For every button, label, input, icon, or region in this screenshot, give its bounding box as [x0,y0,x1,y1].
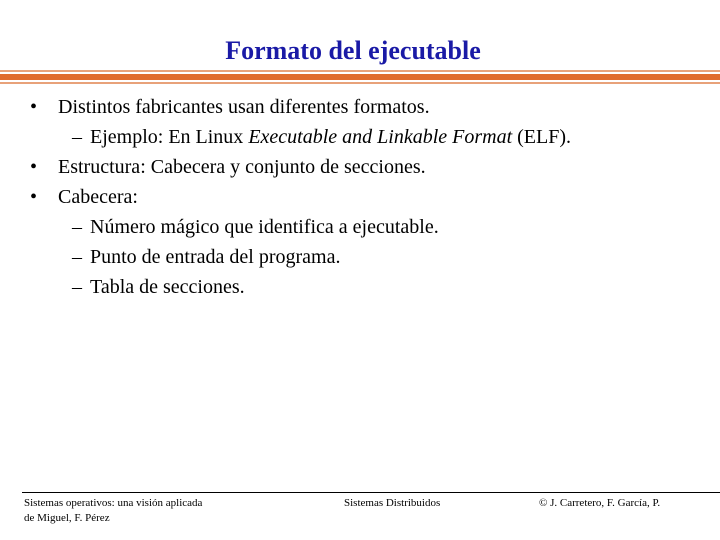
bullet-icon: • [30,156,38,178]
list-item-text: Estructura: Cabecera y conjunto de secciones. [58,156,426,178]
sub-list-item-text: Número mágico que identifica a ejecutable. [90,216,439,238]
example-prefix: Ejemplo: En Linux [90,126,249,148]
slide-content [0,92,720,302]
footer-course-name: Sistemas Distribuidos [344,497,441,509]
sub-list-item-text [90,122,571,152]
sub-list-item-text: Tabla de secciones. [90,276,245,298]
dash-icon: – [72,276,82,298]
elf-format-name: Executable and Linkable Format [248,126,513,148]
list-item-text: Distintos fabricantes usan diferentes formatos. [58,96,430,118]
bullet-icon: • [30,96,38,118]
sub-list-item-text: Punto de entrada del programa. [90,246,341,268]
sub-list-item [0,212,720,242]
title-divider-top [0,70,720,72]
footer-copyright: © J. Carretero, F. García, P. [539,497,661,509]
dash-icon: – [72,216,82,238]
bullet-icon: • [30,186,38,208]
footer-book-authors: de Miguel, F. Pérez [24,512,110,524]
list-item [0,152,720,182]
list-item [0,182,720,212]
dash-icon: – [72,126,82,148]
footer-book-credit [24,496,202,526]
dash-icon: – [72,246,82,268]
example-suffix: (ELF). [512,126,572,148]
sub-list-item [0,272,720,302]
list-item-text: Cabecera: [58,186,138,208]
footer-divider [22,492,720,493]
list-item [0,92,720,122]
title-divider-bottom [0,82,720,84]
sub-list-item [0,242,720,272]
footer-book-title: Sistemas operativos: una visión aplicada [24,497,203,509]
slide-title: Formato del ejecutable [225,36,481,65]
sub-list-item [0,122,720,152]
title-divider [0,74,720,80]
